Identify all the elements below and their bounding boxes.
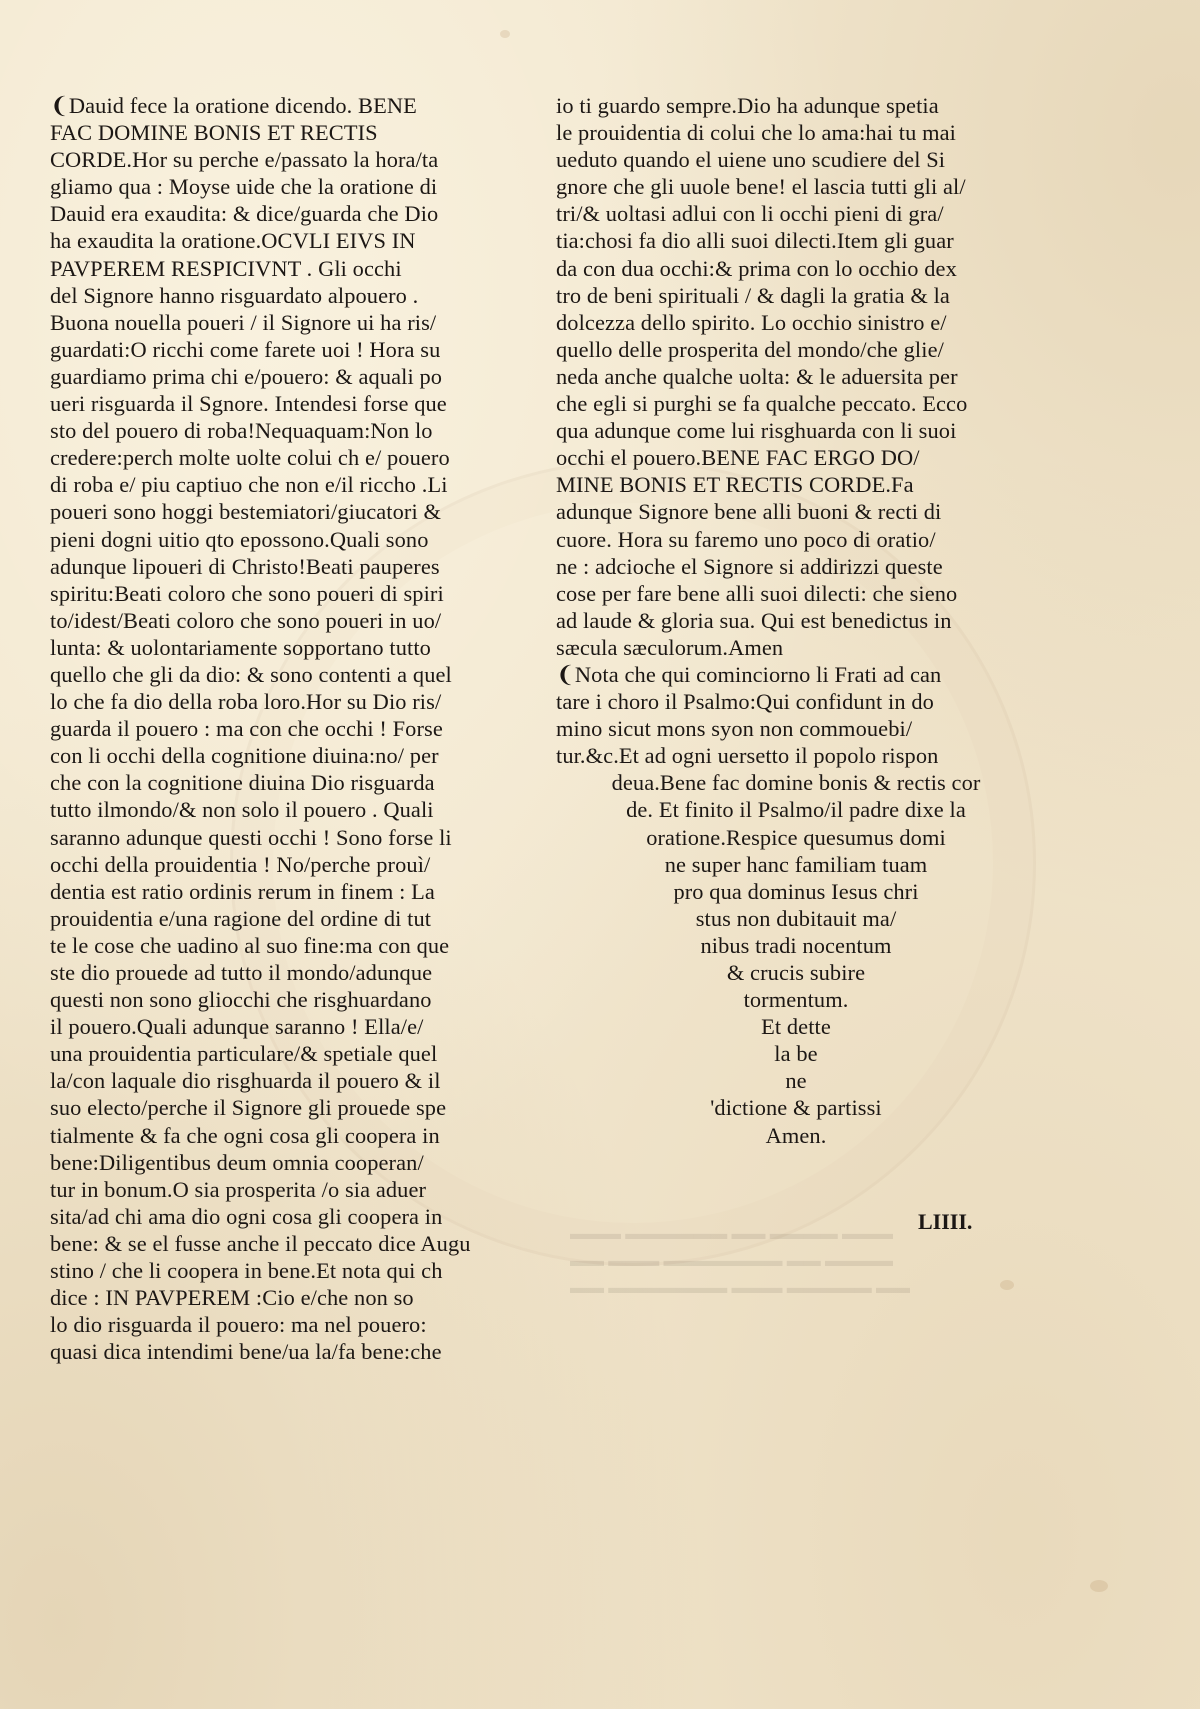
text-line: ne : adcioche el Signore si addirizzi queste: [556, 553, 943, 579]
text-line: le prouidentia di colui che lo ama:hai tu mai: [556, 120, 956, 146]
text-line: sita/ad chi ama dio ogni cosa gli coopera in: [50, 1203, 443, 1229]
text-line: FAC DOMINE BONIS ET RECTIS: [50, 120, 378, 146]
text-line: spiritu:Beati coloro che sono poueri di spiri: [50, 580, 444, 606]
text-line: del Signore hanno risguardato alpouero .: [50, 282, 419, 308]
text-line: quasi dica intendimi bene/ua la/fa bene:che: [50, 1339, 442, 1365]
text-line: occhi el pouero.BENE FAC ERGO DO/: [556, 445, 920, 471]
text-line: ad laude & gloria sua. Qui est benedictus in: [556, 607, 952, 633]
text-line: dentia est ratio ordinis rerum in finem : La: [50, 878, 435, 904]
text-line: tur.&c.Et ad ogni uersetto il popolo rispon: [556, 743, 939, 769]
text-line: credere:perch molte uolte colui ch e/ pouero: [50, 445, 450, 471]
text-line: quello delle prosperita del mondo/che glie/: [556, 336, 944, 362]
text-line: che con la cognitione diuina Dio risguarda: [50, 770, 435, 796]
text-line: to/idest/Beati coloro che sono poueri in uo/: [50, 607, 442, 633]
foxing-spot: [1090, 1580, 1108, 1592]
foxing-spot: [1000, 1280, 1014, 1290]
text-line: ueri risguarda il Sgnore. Intendesi forse que: [50, 391, 447, 417]
text-line: con li occhi della cognitione diuina:no/ per: [50, 743, 439, 769]
text-line: neda anche qualche uolta: & le aduersita per: [556, 363, 958, 389]
text-line: & crucis subire: [726, 960, 866, 985]
text-line: CORDE.Hor su perche e/passato la hora/ta: [50, 147, 439, 173]
foxing-spot: [500, 30, 510, 38]
text-line: ❨Dauid fece la oratione dicendo. BENE: [50, 93, 417, 118]
text-line: sto del pouero di roba!Nequaquam:Non lo: [50, 418, 433, 444]
text-line: MINE BONIS ET RECTIS CORDE.Fa: [556, 472, 914, 498]
text-line: guardiamo prima chi e/pouero: & aquali po: [50, 363, 443, 389]
text-line: Amen.: [765, 1122, 827, 1148]
text-line: di roba e/ piu captiuo che non e/il riccho .Li: [50, 472, 448, 498]
text-line: ste dio prouede ad tutto il mondo/adunque: [50, 960, 433, 985]
text-line: tri/& uoltasi adlui con li occhi pieni di gra/: [556, 201, 944, 227]
text-line: dice : IN PAVPEREM :Cio e/che non so: [50, 1285, 414, 1311]
text-line: da con dua occhi:& prima con lo occhio dex: [556, 255, 957, 281]
text-line: gnore che gli uuole bene! el lascia tutti gli al/: [556, 174, 966, 200]
text-line: oratione.Respice quesumus domi: [646, 824, 946, 850]
text-line: lo dio risguarda il pouero: ma nel pouero:: [50, 1312, 427, 1338]
text-line: suo electo/perche il Signore gli prouede spe: [50, 1095, 447, 1121]
text-line: Buona nouella poueri / il Signore ui ha ris/: [50, 309, 437, 335]
folio-number: LIIII.: [918, 1209, 973, 1234]
text-line: de. Et finito il Psalmo/il padre dixe la: [626, 797, 966, 823]
text-line: la be: [774, 1041, 818, 1067]
text-line: quello che gli da dio: & sono contenti a quel: [50, 661, 452, 687]
text-line: tormentum.: [743, 987, 849, 1013]
text-line: che egli si purghi se fa qualche peccato. Ecco: [556, 391, 968, 417]
text-line: la/con laquale dio risghuarda il pouero & il: [50, 1068, 441, 1094]
text-line: nibus tradi nocentum: [700, 932, 892, 958]
text-line: bene:Diligentibus deum omnia cooperan/: [50, 1149, 424, 1175]
text-line: tur in bonum.O sia prosperita /o sia aduer: [50, 1176, 427, 1202]
text-line: saranno adunque questi occhi ! Sono forse li: [50, 824, 452, 850]
text-line: dolcezza dello spirito. Lo occhio sinistro e/: [556, 309, 947, 335]
text-line: sæcula sæculorum.Amen: [556, 634, 784, 660]
colophon-block: [556, 769, 1036, 1148]
text-line: Dauid era exaudita: & dice/guarda che Dio: [50, 201, 439, 227]
text-line: il pouero.Quali adunque saranno ! Ella/e/: [50, 1014, 424, 1040]
text-line: qua adunque come lui risghuarda con li suoi: [556, 418, 957, 444]
text-line: ha exaudita la oratione.OCVLI EIVS IN: [50, 228, 416, 254]
text-line: PAVPEREM RESPICIVNT . Gli occhi: [50, 255, 402, 281]
show-through-text: ▬▬▬▬ ▬▬ ▬▬▬▬▬▬▬ ▬▬▬ ▬▬: [570, 1251, 893, 1270]
text-line: adunque Signore bene alli buoni & recti di: [556, 499, 942, 525]
text-line: stus non dubitauit ma/: [695, 905, 897, 931]
text-line: tia:chosi fa dio alli suoi dilecti.Item gli guar: [556, 228, 954, 254]
show-through-text: ▬▬ ▬▬▬▬▬ ▬▬▬ ▬▬▬▬▬▬▬ ▬▬: [570, 1278, 910, 1297]
text-line: Et dette: [761, 1014, 831, 1040]
text-line: guarda il pouero : ma con che occhi ! Forse: [50, 716, 443, 742]
text-line: tro de beni spirituali / & dagli la gratia & la: [556, 282, 950, 308]
text-line: adunque lipoueri di Christo!Beati pauperes: [50, 553, 440, 579]
text-line: deua.Bene fac domine bonis & rectis cor: [611, 770, 981, 796]
text-line: bene: & se el fusse anche il peccato dice Augu: [50, 1230, 471, 1256]
text-line: mino sicut mons syon non commouebi/: [556, 716, 913, 742]
text-line: cose per fare bene alli suoi dilecti: che sieno: [556, 580, 958, 606]
text-line: ❨Nota che qui cominciorno li Frati ad can: [556, 661, 942, 687]
text-column-right: [556, 92, 1036, 1149]
text-column-left: [50, 92, 530, 1365]
text-line: stino / che li coopera in bene.Et nota qui ch: [50, 1258, 443, 1284]
text-line: io ti guardo sempre.Dio ha adunque spetia: [556, 93, 939, 118]
text-line: questi non sono gliocchi che risghuardano: [50, 987, 432, 1013]
text-line: pieni dogni uitio qto epossono.Quali sono: [50, 526, 429, 552]
text-line: cuore. Hora su faremo uno poco di oratio/: [556, 526, 936, 552]
text-line: 'dictione & partissi: [710, 1095, 882, 1121]
text-line: una prouidentia particulare/& spetiale quel: [50, 1041, 438, 1067]
text-line: guardati:O ricchi come farete uoi ! Hora su: [50, 336, 441, 362]
text-line: gliamo qua : Moyse uide che la oratione di: [50, 174, 438, 200]
text-line: lunta: & uolontariamente sopportano tutto: [50, 634, 431, 660]
text-line: ueduto quando el uiene uno scudiere del Si: [556, 147, 946, 173]
text-line: tialmente & fa che ogni cosa gli coopera in: [50, 1122, 440, 1148]
text-line: ne super hanc familiam tuam: [664, 851, 928, 877]
text-line: lo che fa dio della roba loro.Hor su Dio ris/: [50, 689, 442, 715]
text-line: pro qua dominus Iesus chri: [673, 878, 919, 904]
text-line: te le cose che uadino al suo fine:ma con que: [50, 932, 450, 958]
show-through-text: ▬▬▬ ▬▬▬▬ ▬▬ ▬▬▬▬▬▬ ▬▬▬: [570, 1224, 893, 1243]
text-line: ne: [785, 1068, 807, 1094]
text-line: prouidentia e/una ragione del ordine di tut: [50, 905, 432, 931]
text-line: poueri sono hoggi bestemiatori/giucatori &: [50, 499, 441, 525]
text-line: tare i choro il Psalmo:Qui confidunt in do: [556, 689, 934, 715]
text-line: occhi della prouidentia ! No/perche prouì/: [50, 851, 431, 877]
text-line: tutto ilmondo/& non solo il pouero . Quali: [50, 797, 434, 823]
